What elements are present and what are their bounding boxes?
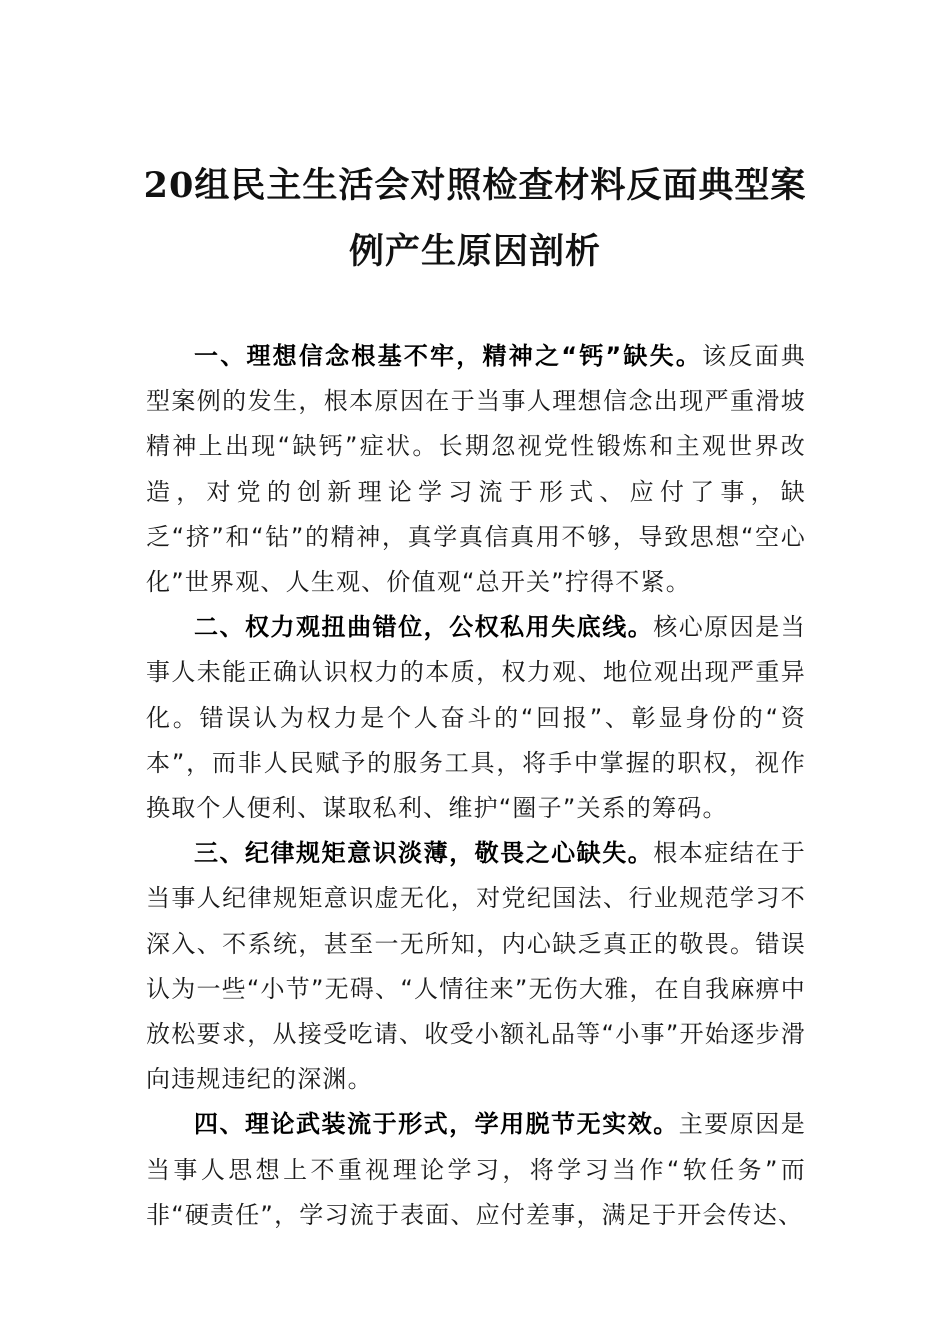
paragraph-1-heading: 一、理想信念根基不牢，精神之“钙”缺失。 bbox=[194, 342, 703, 370]
paragraph-3 bbox=[146, 831, 806, 1102]
paragraph-4-heading: 四、理论武装流于形式，学用脱节无实效。 bbox=[194, 1110, 679, 1139]
document-body bbox=[146, 334, 806, 1238]
paragraph-4 bbox=[146, 1102, 806, 1238]
paragraph-1-text: 该反面典型案例的发生，根本原因在于当事人理想信念出现严重滑坡精神上出现“缺钙”症状。长期忽视党性锻炼和主观世界改造，对党的创新理论学习流于形式、应付了事，缺乏“挤”和“钻”的精神，真学真信真用不够，导致思想“空心化”世界观、人生观、价值观“总开关”拧得不紧。 bbox=[146, 342, 806, 597]
paragraph-2 bbox=[146, 605, 806, 831]
paragraph-2-text: 核心原因是当事人未能正确认识权力的本质，权力观、地位观出现严重异化。错误认为权力是个人奋斗的“回报”、彰显身份的“资本”，而非人民赋予的服务工具，将手中掌握的职权，视作换取个人便利、谋取私利、维护“圈子”关系的筹码。 bbox=[146, 613, 806, 823]
document-title-line1: 20组民主生活会对照检查材料反面典型案 bbox=[143, 165, 807, 206]
paragraph-3-text: 根本症结在于当事人纪律规矩意识虚无化，对党纪国法、行业规范学习不深入、不系统，甚至一无所知，内心缺乏真正的敬畏。错误认为一些“小节”无碍、“人情往来”无伤大雅，在自我麻痹中放松要求，从接受吃请、收受小额礼品等“小事”开始逐步滑向违规违纪的深渊。 bbox=[146, 839, 806, 1094]
paragraph-1 bbox=[146, 334, 806, 605]
document-title-line2: 例产生原因剖析 bbox=[348, 231, 601, 272]
paragraph-2-heading: 二、权力观扭曲错位，公权私用失底线。 bbox=[194, 613, 654, 642]
paragraph-4-text: 主要原因是当事人思想上不重视理论学习，将学习当作“软任务”而非“硬责任”，学习流于表面、应付差事，满足于开会传达、 bbox=[146, 1110, 806, 1229]
paragraph-3-heading: 三、纪律规矩意识淡薄，敬畏之心缺失。 bbox=[194, 839, 654, 868]
